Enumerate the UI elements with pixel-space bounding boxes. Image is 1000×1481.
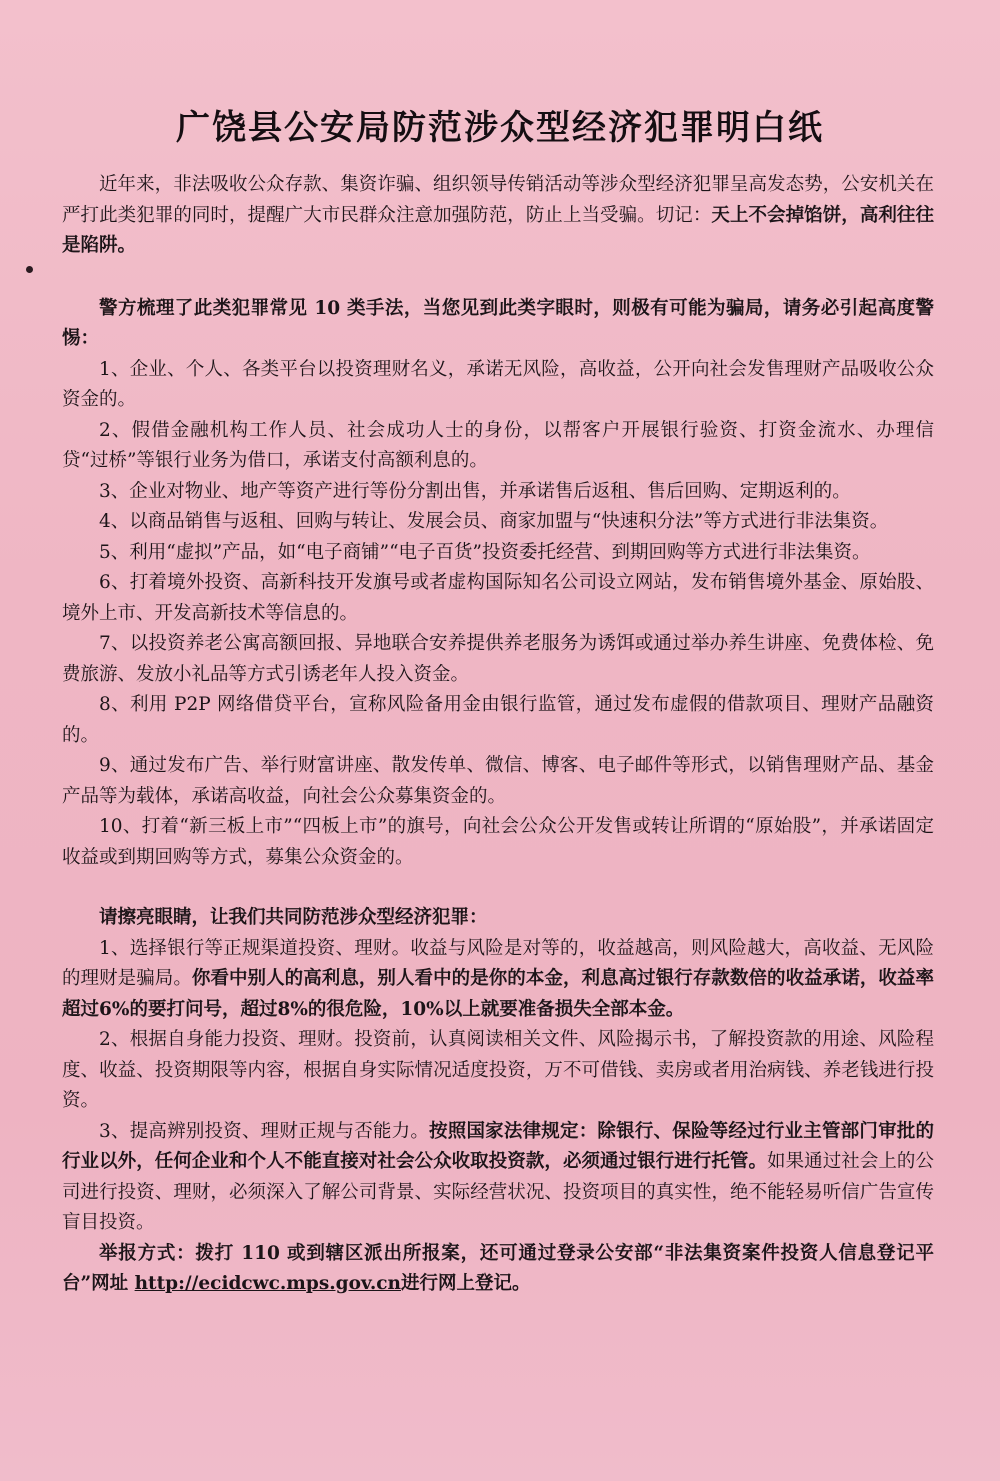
intro-emphasis: 天上不会掉馅饼，高利往往是陷阱。 bbox=[62, 204, 934, 256]
method-item-1: 1、企业、个人、各类平台以投资理财名义，承诺无风险，高收益，公开向社会发售理财产品吸收公众资金的。 bbox=[62, 358, 934, 410]
method-item-6: 6、打着境外投资、高新科技开发旗号或者虚构国际知名公司设立网站，发布销售境外基金、原始股、境外上市、开发高新技术等信息的。 bbox=[62, 572, 934, 624]
advice-item-1 bbox=[62, 934, 934, 1026]
advice-3-text: 3、提高辨别投资、理财正规与否能力。 bbox=[99, 1120, 430, 1142]
method-item-7: 7、以投资养老公寓高额回报、异地联合安养提供养老服务为诱饵或通过举办养生讲座、免费体检、免费旅游、发放小礼品等方式引诱老年人投入资金。 bbox=[62, 633, 934, 685]
report-text: 举报方式：拨打 110 或到辖区派出所报案，还可通过登录公安部“非法集资案件投资人信息登记平台”网址 bbox=[62, 1242, 934, 1294]
advice-3-emphasis: 按照国家法律规定：除银行、保险等经过行业主管部门审批的行业以外，任何企业和个人不能直接对社会公众收取投资款，必须通过银行进行托管。 bbox=[62, 1120, 934, 1172]
spacer bbox=[62, 873, 934, 903]
report-website-link[interactable]: http://ecidcwc.mps.gov.cn bbox=[134, 1273, 401, 1294]
advice-heading: 请擦亮眼睛，让我们共同防范涉众型经济犯罪： bbox=[99, 907, 488, 928]
advice-3-text-2: 如果通过社会上的公司进行投资、理财，必须深入了解公司背景、实际经营状况、投资项目的真实性，绝不能轻易听信广告宣传盲目投资。 bbox=[62, 1151, 934, 1233]
margin-dot bbox=[26, 266, 33, 273]
method-item-5: 5、利用“虚拟”产品，如“电子商铺”“电子百货”投资委托经营、到期回购等方式进行非法集资。 bbox=[99, 541, 871, 563]
intro-text: 近年来，非法吸收公众存款、集资诈骗、组织领导传销活动等涉众型经济犯罪呈高发态势，公安机关在严打此类犯罪的同时，提醒广大市民群众注意加强防范，防止上当受骗。切记： bbox=[62, 174, 934, 226]
method-item-4: 4、以商品销售与返租、回购与转让、发展会员、商家加盟与“快速积分法”等方式进行非法集资。 bbox=[99, 511, 889, 532]
document-body bbox=[62, 170, 934, 1300]
advice-1-emphasis: 你看中别人的高利息，别人看中的是你的本金，利息高过银行存款数倍的收益承诺，收益率超过6%的要打问号，超过8%的很危险，10%以上就要准备损失全部本金。 bbox=[62, 968, 934, 1020]
report-text-2: 进行网上登记。 bbox=[401, 1273, 531, 1294]
method-item-9: 9、通过发布广告、举行财富讲座、散发传单、微信、博客、电子邮件等形式，以销售理财产品、基金产品等为载体，承诺高收益，向社会公众募集资金的。 bbox=[62, 755, 934, 807]
method-item-3: 3、企业对物业、地产等资产进行等份分割出售，并承诺售后返租、售后回购、定期返利的。 bbox=[99, 480, 851, 502]
method-item-10: 10、打着“新三板上市”“四板上市”的旗号，向社会公众公开发售或转让所谓的“原始股”，并承诺固定收益或到期回购等方式，募集公众资金的。 bbox=[62, 816, 934, 868]
advice-1-text: 1、选择银行等正规渠道投资、理财。收益与风险是对等的，收益越高，则风险越大，高收益、无风险的理财是骗局。 bbox=[62, 937, 934, 989]
method-item-2: 2、假借金融机构工作人员、社会成功人士的身份，以帮客户开展银行验资、打资金流水、办理信贷“过桥”等银行业务为借口，承诺支付高额利息的。 bbox=[62, 419, 934, 471]
spacer bbox=[62, 262, 934, 294]
methods-heading: 警方梳理了此类犯罪常见 10 类手法，当您见到此类字眼时，则极有可能为骗局，请务必引起高度警惕： bbox=[62, 297, 934, 349]
advice-item-2: 2、根据自身能力投资、理财。投资前，认真阅读相关文件、风险揭示书，了解投资款的用途、风险程度、收益、投资期限等内容，根据自身实际情况适度投资，万不可借钱、卖房或者用治病钱、养老钱进行投资。 bbox=[62, 1029, 934, 1111]
report-paragraph bbox=[62, 1239, 934, 1300]
advice-item-3 bbox=[62, 1117, 934, 1239]
method-item-8: 8、利用 P2P 网络借贷平台，宣称风险备用金由银行监管，通过发布虚假的借款项目、理财产品融资的。 bbox=[62, 694, 934, 746]
intro-paragraph bbox=[62, 170, 934, 262]
page-title: 广饶县公安局防范涉众型经济犯罪明白纸 bbox=[176, 108, 824, 148]
